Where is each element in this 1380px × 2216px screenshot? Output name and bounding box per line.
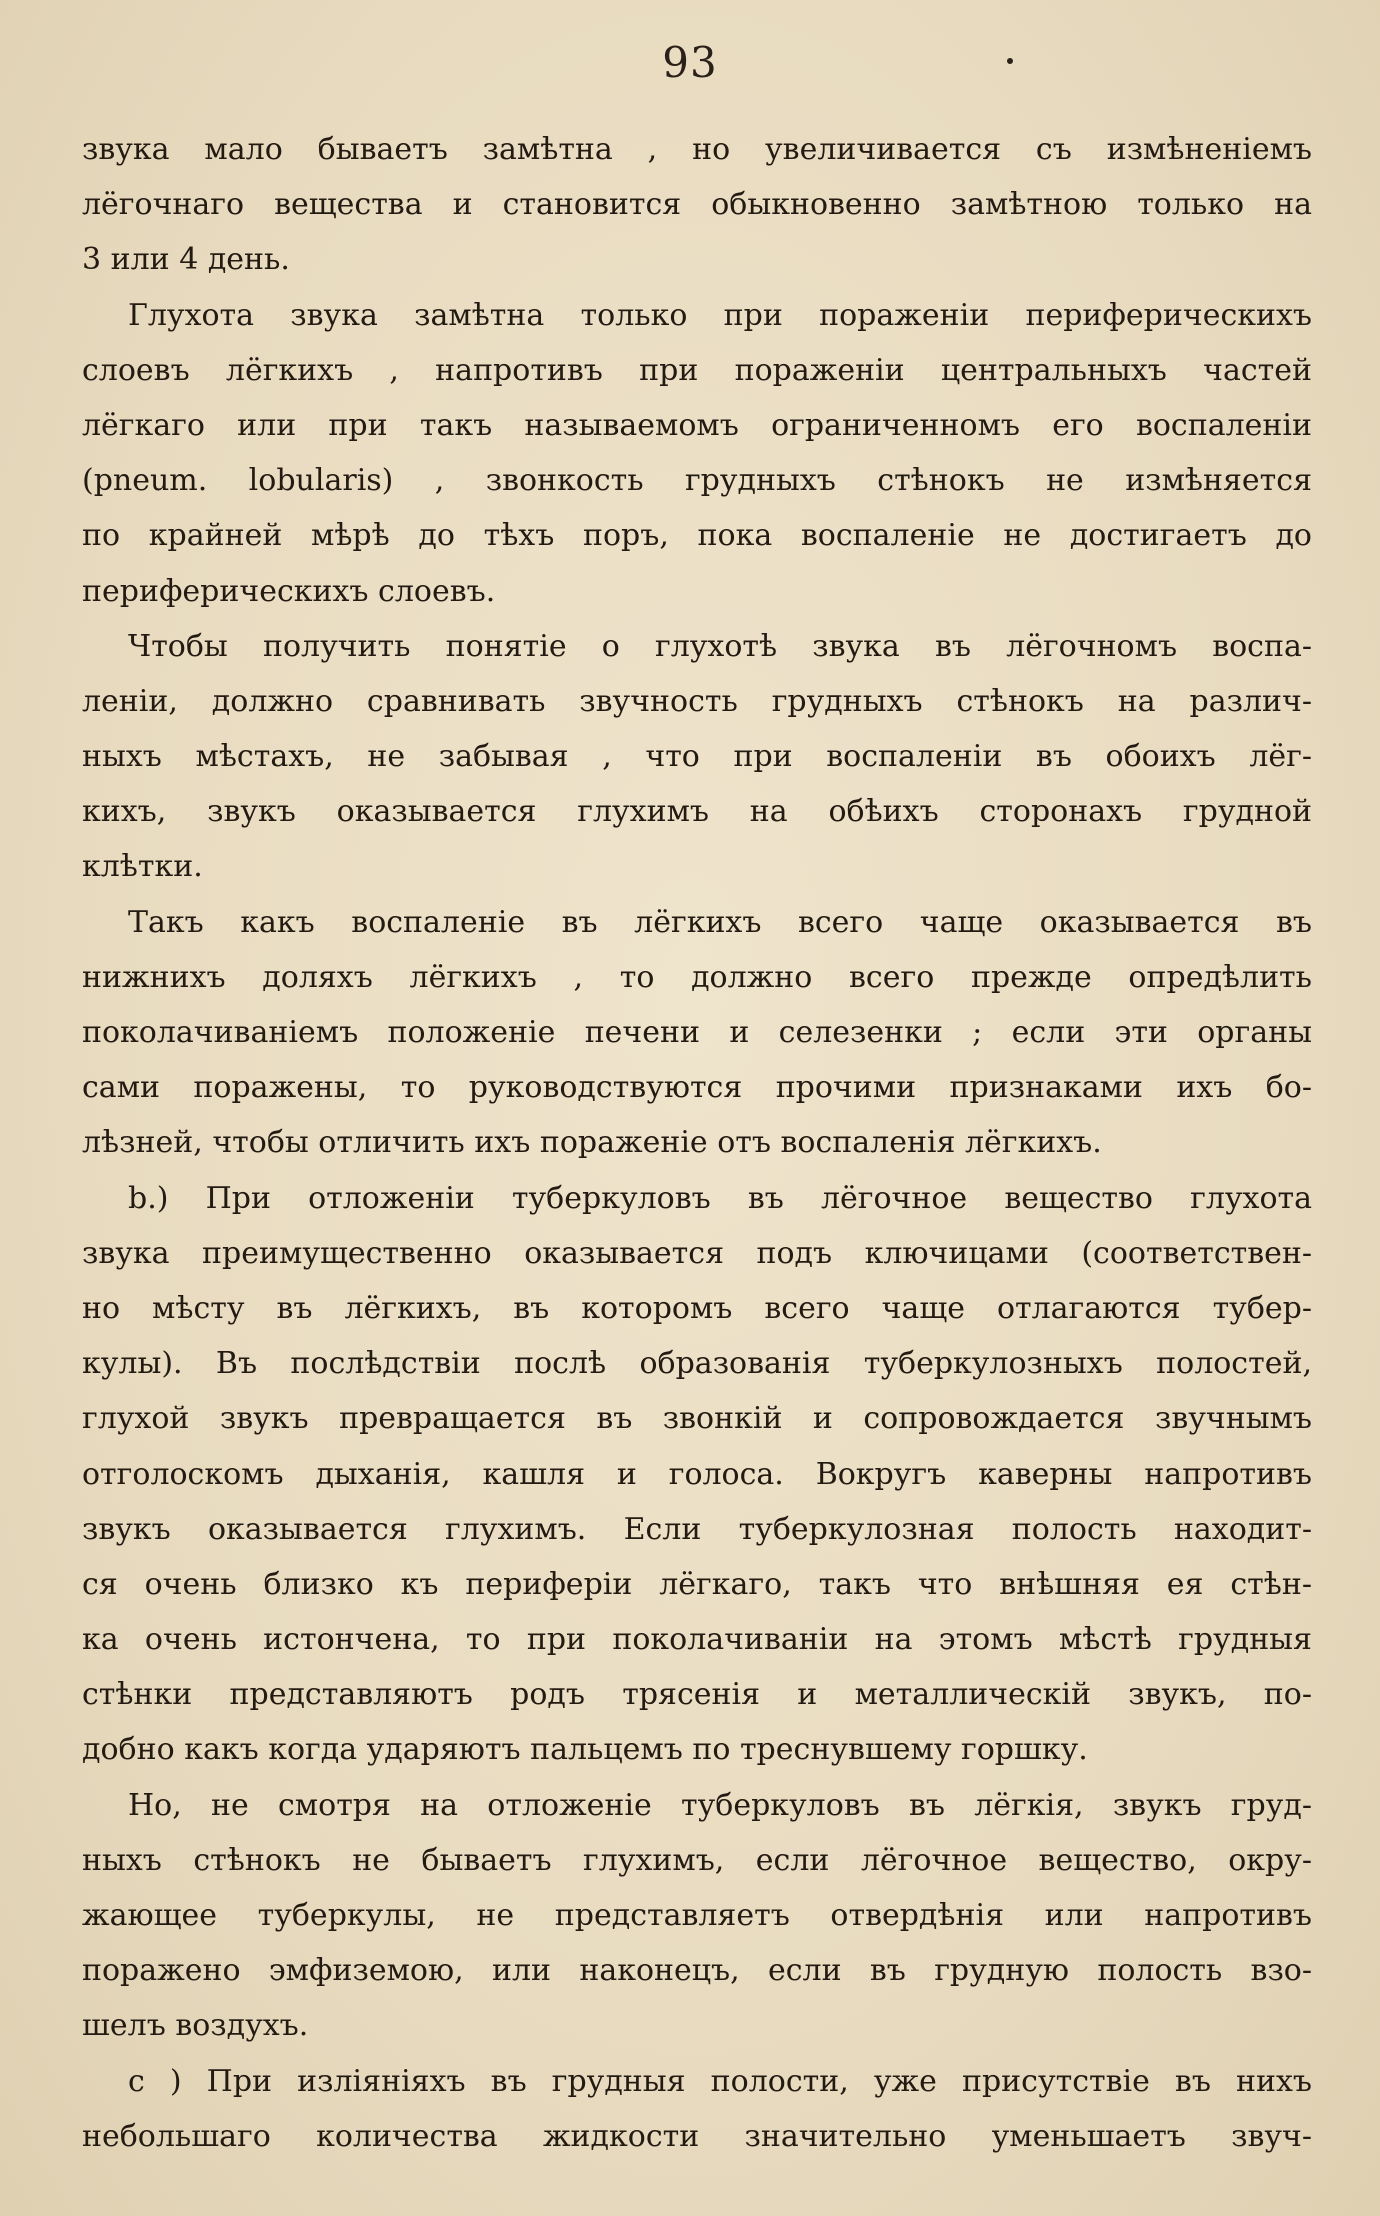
text-line: ся очень близко къ периферіи лёгкаго, такъ что внѣшняя ея стѣн-	[82, 1566, 1312, 1602]
paragraph	[82, 288, 1312, 619]
text-line: ка очень истончена, то при поколачиваніи на этомъ мѣстѣ грудныя	[82, 1622, 1312, 1658]
paragraph	[82, 895, 1312, 1171]
text-line: кулы). Въ послѣдствіи послѣ образованія туберкулозныхъ полостей,	[82, 1346, 1312, 1382]
text-line: звукъ оказывается глухимъ. Если туберкулозная полость находит-	[82, 1511, 1312, 1547]
text-line: небольшаго количества жидкости значительно уменьшаетъ звуч-	[82, 2118, 1312, 2154]
text-line: лѣзней, чтобы отличить ихъ пораженіе отъ воспаленія лёгкихъ.	[82, 1125, 1102, 1161]
text-line: 3 или 4 день.	[82, 242, 290, 278]
page-number-dot	[1007, 58, 1013, 64]
text-line: Чтобы получить понятіе о глухотѣ звука въ лёгочномъ воспа-	[128, 628, 1312, 664]
text-line: слоевъ лёгкихъ , напротивъ при пораженіи центральныхъ частей	[82, 352, 1312, 388]
text-line: b.) При отложеніи туберкуловъ въ лёгочное вещество глухота	[128, 1180, 1312, 1216]
text-line: лёгочнаго вещества и становится обыкновенно замѣтною только на	[82, 187, 1312, 223]
text-line: Глухота звука замѣтна только при пораженіи периферическихъ	[128, 297, 1312, 333]
text-line: (pneum. lobularis) , звонкость грудныхъ стѣнокъ не измѣняется	[82, 463, 1312, 499]
page-number: 93	[662, 38, 718, 87]
text-line: но мѣсту въ лёгкихъ, въ которомъ всего чаще отлагаются тубер-	[82, 1290, 1312, 1326]
text-line: поражено эмфиземою, или наконецъ, если въ грудную полость взо-	[82, 1953, 1312, 1989]
paragraph	[82, 1778, 1312, 2054]
text-line: периферическихъ слоевъ.	[82, 573, 496, 609]
text-line: ныхъ мѣстахъ, не забывая , что при воспаленіи въ обоихъ лёг-	[82, 739, 1312, 775]
text-line: Такъ какъ воспаленіе въ лёгкихъ всего чаще оказывается въ	[128, 904, 1312, 940]
paragraph	[82, 1171, 1312, 1778]
paragraph	[82, 619, 1312, 895]
text-line: по крайней мѣрѣ до тѣхъ поръ, пока воспаленіе не достигаетъ до	[82, 518, 1312, 554]
page-text-body	[82, 122, 1312, 2164]
text-line: нижнихъ доляхъ лёгкихъ , то должно всего прежде опредѣлить	[82, 959, 1312, 995]
paragraph	[82, 2054, 1312, 2164]
text-line: c ) При изліяніяхъ въ грудныя полости, уже присутствіе въ нихъ	[128, 2063, 1312, 2099]
text-line: ныхъ стѣнокъ не бываетъ глухимъ, если лёгочное вещество, окру-	[82, 1842, 1312, 1878]
text-line: сами поражены, то руководствуются прочими признаками ихъ бо-	[82, 1070, 1312, 1106]
text-line: леніи, должно сравнивать звучность грудныхъ стѣнокъ на различ-	[82, 683, 1312, 719]
text-line: отголоскомъ дыханія, кашля и голоса. Вокругъ каверны напротивъ	[82, 1456, 1312, 1492]
text-line: Но, не смотря на отложеніе туберкуловъ въ лёгкія, звукъ груд-	[128, 1787, 1312, 1823]
text-line: звука мало бываетъ замѣтна , но увеличивается съ измѣненіемъ	[82, 132, 1312, 167]
text-line: стѣнки представляютъ родъ трясенія и металлическій звукъ, по-	[82, 1677, 1312, 1713]
text-line: добно какъ когда ударяютъ пальцемъ по треснувшему горшку.	[82, 1732, 1088, 1768]
paragraph	[82, 122, 1312, 288]
text-line: жающее туберкулы, не представляетъ отвердѣнія или напротивъ	[82, 1898, 1312, 1933]
text-line: глухой звукъ превращается въ звонкій и сопровождается звучнымъ	[82, 1401, 1312, 1437]
text-line: клѣтки.	[82, 849, 203, 885]
text-line: поколачиваніемъ положеніе печени и селезенки ; если эти органы	[82, 1015, 1312, 1050]
text-line: лёгкаго или при такъ называемомъ ограниченномъ его воспаленіи	[82, 407, 1312, 443]
text-line: кихъ, звукъ оказывается глухимъ на обѣихъ сторонахъ грудной	[82, 794, 1312, 830]
text-line: шелъ воздухъ.	[82, 2008, 309, 2044]
text-line: звука преимущественно оказывается подъ ключицами (соответствен-	[82, 1235, 1312, 1271]
